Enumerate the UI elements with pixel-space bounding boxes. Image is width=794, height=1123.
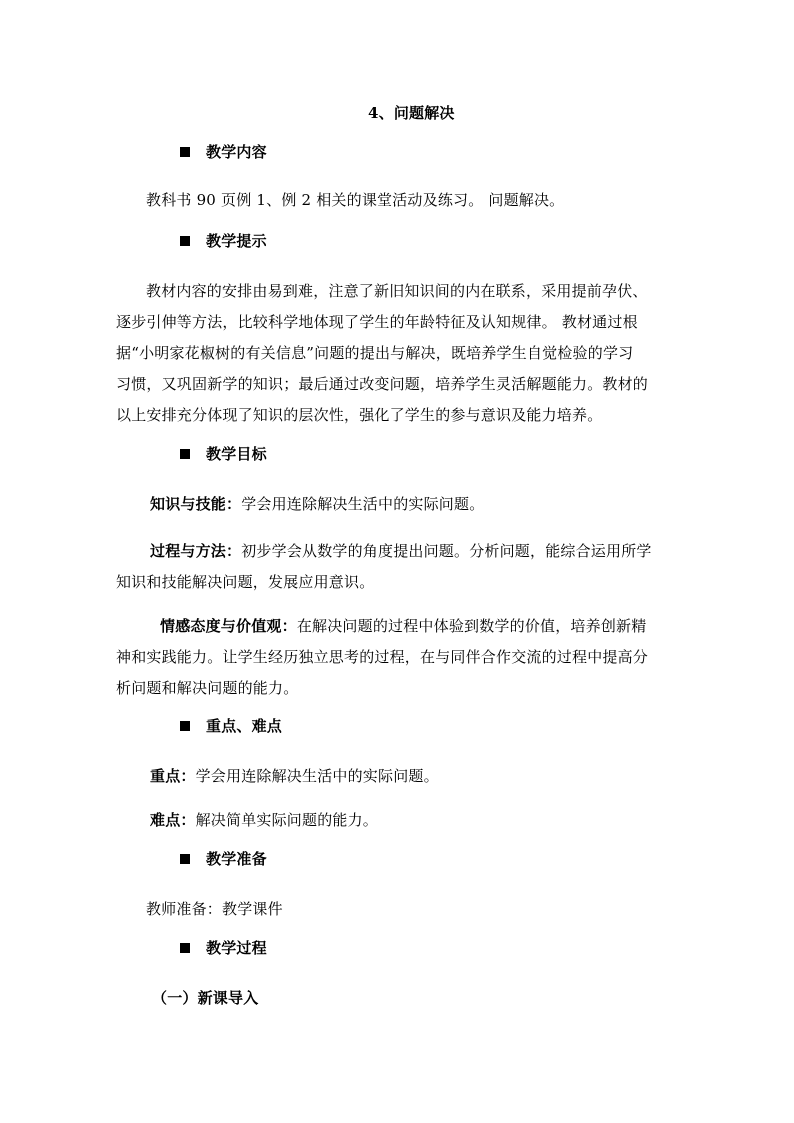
bullet-icon xyxy=(180,943,190,953)
goal-knowledge-text: 学会用连除解决生活中的实际问题。 xyxy=(241,495,485,513)
goal-emotion-label: 情感态度与价值观： xyxy=(160,617,297,635)
goal-process-line-1 xyxy=(150,541,652,561)
section-heading-goals xyxy=(180,444,267,464)
page-title: 4、问题解决 xyxy=(368,104,455,122)
bullet-icon xyxy=(180,449,190,459)
content-text: 教科书 90 页例 1、例 2 相关的课堂活动及练习。 问题解决。 xyxy=(146,191,565,209)
section-heading-prep xyxy=(180,849,267,869)
section-heading-hint xyxy=(180,231,267,251)
heading-text: 教学准备 xyxy=(206,850,267,868)
key-point-text: 学会用连除解决生活中的实际问题。 xyxy=(195,767,439,785)
goal-emotion-line-3: 析问题和解决问题的能力。 xyxy=(116,679,299,697)
bullet-icon xyxy=(180,236,190,246)
goal-knowledge xyxy=(150,494,484,514)
hint-line-5: 以上安排充分体现了知识的层次性，强化了学生的参与意识及能力培养。 xyxy=(116,406,603,424)
heading-text: 教学提示 xyxy=(206,232,267,250)
section-heading-process xyxy=(180,938,267,958)
difficult-point xyxy=(150,810,378,830)
goal-emotion-line-1 xyxy=(160,616,646,636)
hint-line-3: 据“小明家花椒树的有关信息”问题的提出与解决，既培养学生自觉检验的学习 xyxy=(116,344,634,362)
heading-text: 教学内容 xyxy=(206,143,267,161)
hint-line-1: 教材内容的安排由易到难，注意了新旧知识间的内在联系，采用提前孕伏、 xyxy=(146,282,648,300)
difficult-point-text: 解决简单实际问题的能力。 xyxy=(195,811,379,829)
hint-line-4: 习惯，又巩固新学的知识；最后通过改变问题，培养学生灵活解题能力。教材的 xyxy=(116,375,649,393)
goal-knowledge-label: 知识与技能： xyxy=(150,495,242,513)
heading-text: 教学过程 xyxy=(206,939,267,957)
goal-emotion-text: 在解决问题的过程中体验到数学的价值，培养创新精 xyxy=(296,617,647,635)
subsection-new-lesson: （一）新课导入 xyxy=(152,989,259,1007)
prep-text: 教师准备：教学课件 xyxy=(146,900,283,918)
goal-emotion-line-2: 神和实践能力。让学生经历独立思考的过程，在与同伴合作交流的过程中提高分 xyxy=(116,648,649,666)
key-point xyxy=(150,766,439,786)
difficult-point-label: 难点： xyxy=(150,811,196,829)
goal-process-text: 初步学会从数学的角度提出问题。分析问题，能综合运用所学 xyxy=(241,542,652,560)
bullet-icon xyxy=(180,721,190,731)
goal-process-label: 过程与方法： xyxy=(150,542,242,560)
bullet-icon xyxy=(180,854,190,864)
bullet-icon xyxy=(180,147,190,157)
section-heading-key xyxy=(180,716,282,736)
heading-text: 教学目标 xyxy=(206,445,267,463)
section-heading-content xyxy=(180,142,267,162)
hint-line-2: 逐步引伸等方法，比较科学地体现了学生的年龄特征及认知规律。 教材通过根 xyxy=(116,313,638,331)
heading-text: 重点、难点 xyxy=(206,717,283,735)
key-point-label: 重点： xyxy=(150,767,196,785)
goal-process-line-2: 知识和技能解决问题，发展应用意识。 xyxy=(116,573,375,591)
